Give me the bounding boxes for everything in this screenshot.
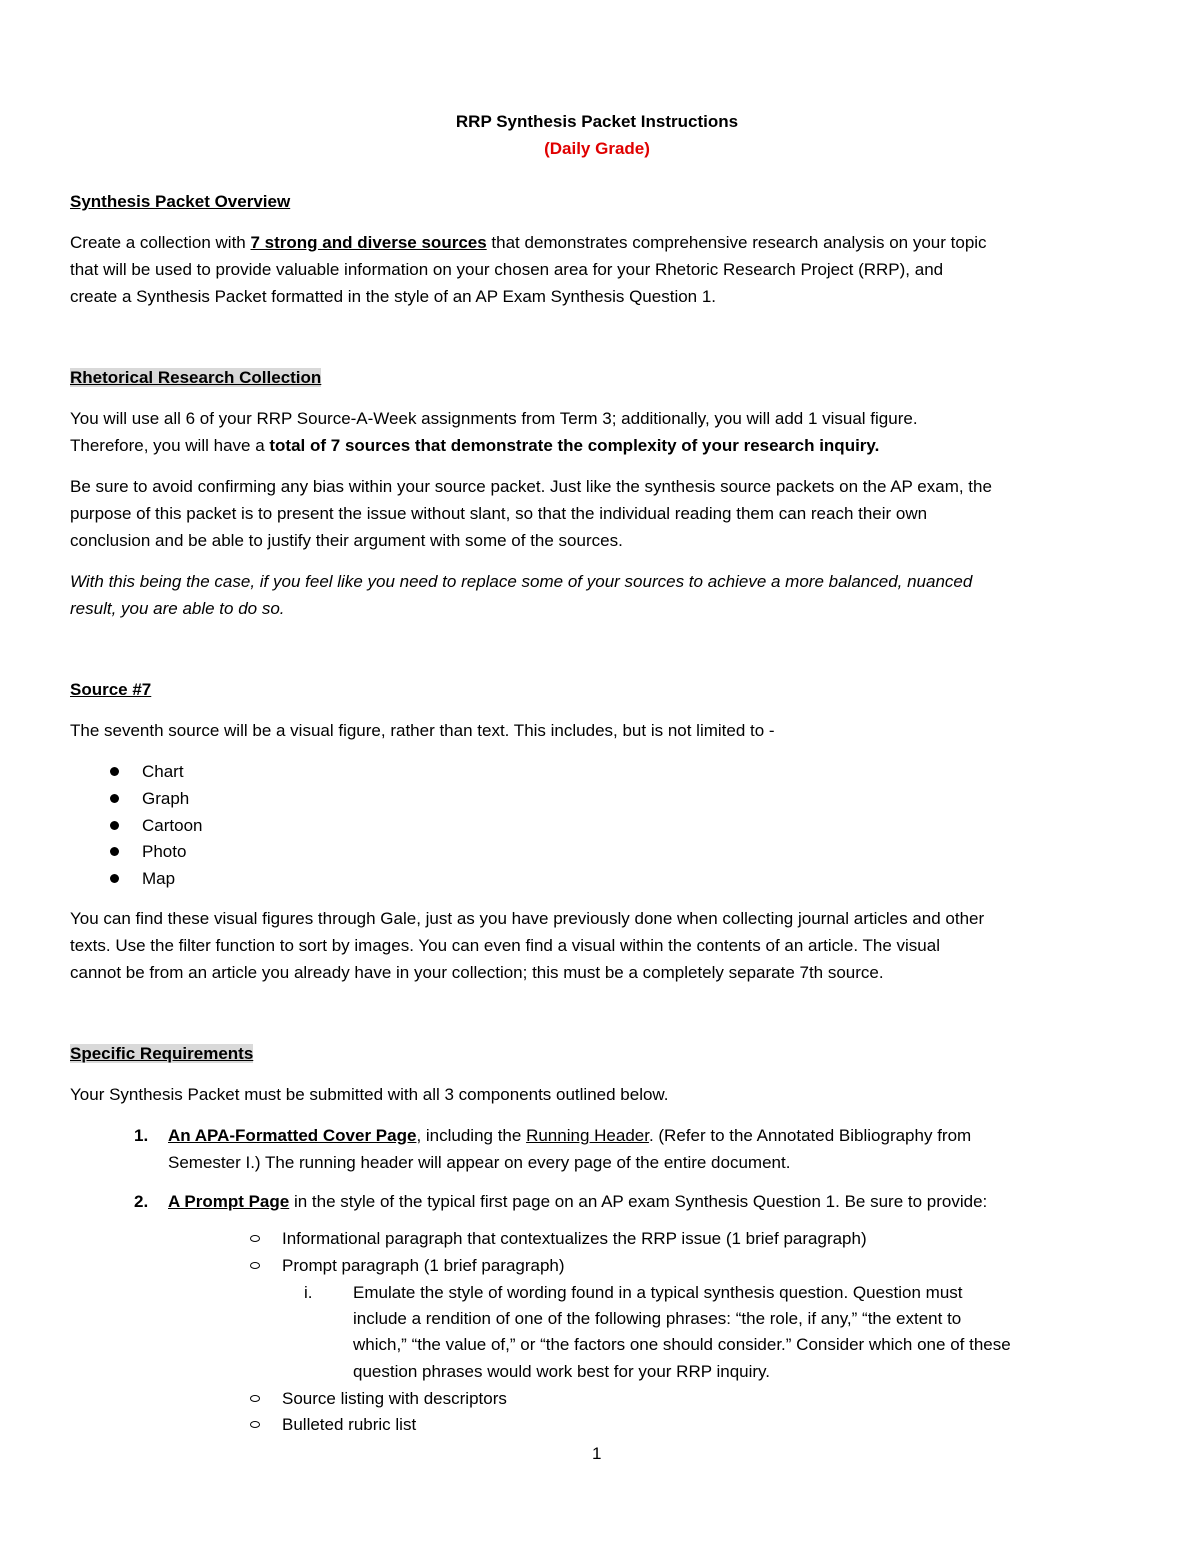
requirement-text: . (Refer to the Annotated Bibliography from bbox=[648, 1126, 972, 1145]
source7-heading: Source #7 bbox=[70, 680, 152, 699]
list-item: Photo bbox=[142, 842, 187, 861]
document-subtitle: (Daily Grade) bbox=[544, 139, 650, 158]
roman-numeral: i. bbox=[304, 1283, 313, 1302]
roman-line-3: which,” “the value of,” or “the factors one should consider.” Consider which one of these bbox=[353, 1335, 1011, 1354]
list-item: Cartoon bbox=[142, 816, 203, 835]
sources-emphasis: 7 strong and diverse sources bbox=[250, 233, 487, 252]
collection-emphasis: total of 7 sources that demonstrate the complexity of your research inquiry. bbox=[269, 436, 880, 455]
bullet-icon bbox=[110, 794, 119, 803]
collection-heading-text: Rhetorical Research Collection bbox=[70, 368, 322, 387]
overview-line-3: create a Synthesis Packet formatted in the style of an AP Exam Synthesis Question 1. bbox=[70, 287, 717, 306]
collection-heading bbox=[70, 367, 321, 389]
circle-bullet-icon bbox=[250, 1395, 260, 1402]
prompt-page-label: A Prompt Page bbox=[168, 1192, 290, 1211]
document-title: RRP Synthesis Packet Instructions bbox=[455, 112, 739, 131]
list-item: Chart bbox=[142, 762, 184, 781]
bullet-icon bbox=[110, 847, 119, 856]
roman-line-1: Emulate the style of wording found in a typical synthesis question. Question must bbox=[353, 1283, 963, 1302]
collection-p1-line-1: You will use all 6 of your RRP Source-A-Week assignments from Term 3; additionally, you will add 1 visual figure. bbox=[70, 409, 918, 428]
requirements-heading-text: Specific Requirements bbox=[70, 1044, 254, 1063]
collection-p3-line-1: With this being the case, if you feel like you need to replace some of your sources to achieve a more balanced, nuanced bbox=[70, 572, 973, 591]
sub-item: Informational paragraph that contextualizes the RRP issue (1 brief paragraph) bbox=[282, 1229, 867, 1248]
overview-text: Create a collection with bbox=[70, 233, 251, 252]
item-number: 2. bbox=[134, 1192, 149, 1211]
source7-p-line-2: texts. Use the filter function to sort by images. You can even find a visual within the contents of an article. The visual bbox=[70, 936, 940, 955]
overview-heading: Synthesis Packet Overview bbox=[70, 192, 291, 211]
circle-bullet-icon bbox=[250, 1235, 260, 1242]
circle-bullet-icon bbox=[250, 1421, 260, 1428]
sub-item: Prompt paragraph (1 brief paragraph) bbox=[282, 1256, 565, 1275]
requirement-text: in the style of the typical first page on an AP exam Synthesis Question 1. Be sure to provide: bbox=[289, 1192, 988, 1211]
overview-line-1 bbox=[70, 232, 987, 254]
requirement-1-line-2: Semester I.) The running header will appear on every page of the entire document. bbox=[168, 1153, 791, 1172]
bullet-icon bbox=[110, 821, 119, 830]
collection-p3-line-2: result, you are able to do so. bbox=[70, 599, 285, 618]
sub-item: Bulleted rubric list bbox=[282, 1415, 417, 1434]
requirements-heading bbox=[70, 1043, 253, 1065]
list-item: Map bbox=[142, 869, 176, 888]
requirements-intro: Your Synthesis Packet must be submitted with all 3 components outlined below. bbox=[70, 1085, 669, 1104]
roman-line-2: include a rendition of one of the following phrases: “the role, if any,” “the extent to bbox=[353, 1309, 962, 1328]
item-number: 1. bbox=[134, 1126, 149, 1145]
list-item: Graph bbox=[142, 789, 190, 808]
cover-page-label: An APA-Formatted Cover Page bbox=[168, 1126, 417, 1145]
overview-text: that demonstrates comprehensive research analysis on your topic bbox=[486, 233, 987, 252]
collection-p2-line-1: Be sure to avoid confirming any bias within your source packet. Just like the synthesis source packets on the AP exam, the bbox=[70, 477, 992, 496]
source7-p-line-3: cannot be from an article you already have in your collection; this must be a completely separate 7th source. bbox=[70, 963, 884, 982]
running-header-label: Running Header bbox=[526, 1126, 649, 1145]
source7-p-line-1: You can find these visual figures through Gale, just as you have previously done when collecting journal articles and other bbox=[70, 909, 985, 928]
page-number: 1 bbox=[592, 1444, 602, 1463]
collection-text: Therefore, you will have a bbox=[70, 436, 270, 455]
sub-item: Source listing with descriptors bbox=[282, 1389, 507, 1408]
requirement-1-line-1 bbox=[168, 1125, 971, 1147]
collection-p2-line-3: conclusion and be able to justify their argument with some of the sources. bbox=[70, 531, 623, 550]
bullet-icon bbox=[110, 767, 119, 776]
overview-line-2: that will be used to provide valuable information on your chosen area for your Rhetoric Research Project (RRP), and bbox=[70, 260, 944, 279]
collection-p2-line-2: purpose of this packet is to present the issue without slant, so that the individual reading them can reach their own bbox=[70, 504, 928, 523]
bullet-icon bbox=[110, 874, 119, 883]
requirement-2-line-1 bbox=[168, 1191, 987, 1213]
requirement-text: , including the bbox=[416, 1126, 527, 1145]
circle-bullet-icon bbox=[250, 1262, 260, 1269]
source7-intro: The seventh source will be a visual figure, rather than text. This includes, but is not limited to - bbox=[70, 721, 775, 740]
roman-line-4: question phrases would work best for your RRP inquiry. bbox=[353, 1362, 771, 1381]
collection-p1-line-2 bbox=[70, 435, 879, 457]
